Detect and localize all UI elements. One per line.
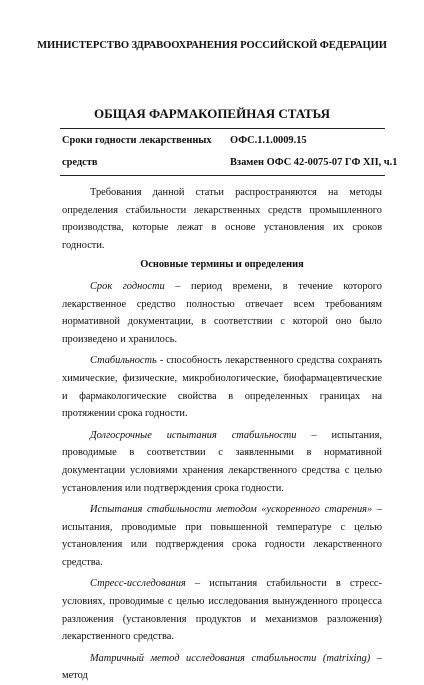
article-code: ОФС.1.1.0009.15 xyxy=(230,135,307,146)
definition-text: – период времени, в течение которого лекарственное средство полностью отвечает всем требованиям нормативной документации, в соответствии с которой оно было произведено и хранилось. xyxy=(62,280,382,345)
definition-text: – метод xyxy=(62,652,382,682)
article-body xyxy=(62,184,382,685)
definition-term: Испытания стабильности методом «ускоренного старения» xyxy=(90,504,373,516)
definition-paragraph xyxy=(62,278,382,348)
section-heading: Основные термины и определения xyxy=(140,259,304,271)
definition-paragraph xyxy=(62,650,382,685)
bottom-divider xyxy=(60,175,385,176)
subject-line-2: средств xyxy=(62,157,98,168)
definition-paragraph xyxy=(62,427,382,497)
definition-term: Матричный метод исследования стабильности (matrixing) xyxy=(90,652,371,664)
definition-text: - способность лекарственного средства сохранять химические, физические, микробиологические, биофармацевтические и фармакологические свойства в определенных границах на протяжении срока годности. xyxy=(62,355,382,420)
definition-term: Стабильность xyxy=(90,355,157,367)
definition-term: Долгосрочные испытания стабильности xyxy=(90,429,297,441)
ministry-header: МИНИСТЕРСТВО ЗДРАВООХРАНЕНИЯ РОССИЙСКОЙ ФЕДЕРАЦИИ xyxy=(37,40,387,51)
definition-paragraph xyxy=(62,501,382,571)
subject-line-1: Сроки годности лекарственных xyxy=(62,135,212,146)
intro-paragraph: Требования данной статьи распространяются на методы определения стабильности лекарственных средств промышленного производства, которые лежат в основе установления их сроков годности. xyxy=(62,187,382,251)
top-divider xyxy=(60,128,385,129)
definition-paragraph xyxy=(62,575,382,645)
definition-text: – испытания, проводимые при повышенной температуре с целью установления или подтверждения срока годности лекарственного средства. xyxy=(62,504,383,568)
document-title: ОБЩАЯ ФАРМАКОПЕЙНАЯ СТАТЬЯ xyxy=(94,106,330,121)
definition-term: Стресс-исследования xyxy=(90,578,186,590)
replaces-note: Взамен ОФС 42-0075-07 ГФ XII, ч.1 xyxy=(230,157,398,168)
definition-text: – испытания стабильности в стресс-условиях, проводимые с целью исследования вынужденного процесса разложения (установления продуктов и механизмов разложения) лекарственного средства. xyxy=(62,578,382,643)
definition-paragraph xyxy=(62,352,382,422)
definition-term: Срок годности xyxy=(90,280,165,292)
definition-text: – испытания, проводимые в соответствии с заявленными в нормативной документации условиями хранения лекарственного средства с целью установления или подтверждения срока годности. xyxy=(62,429,382,494)
